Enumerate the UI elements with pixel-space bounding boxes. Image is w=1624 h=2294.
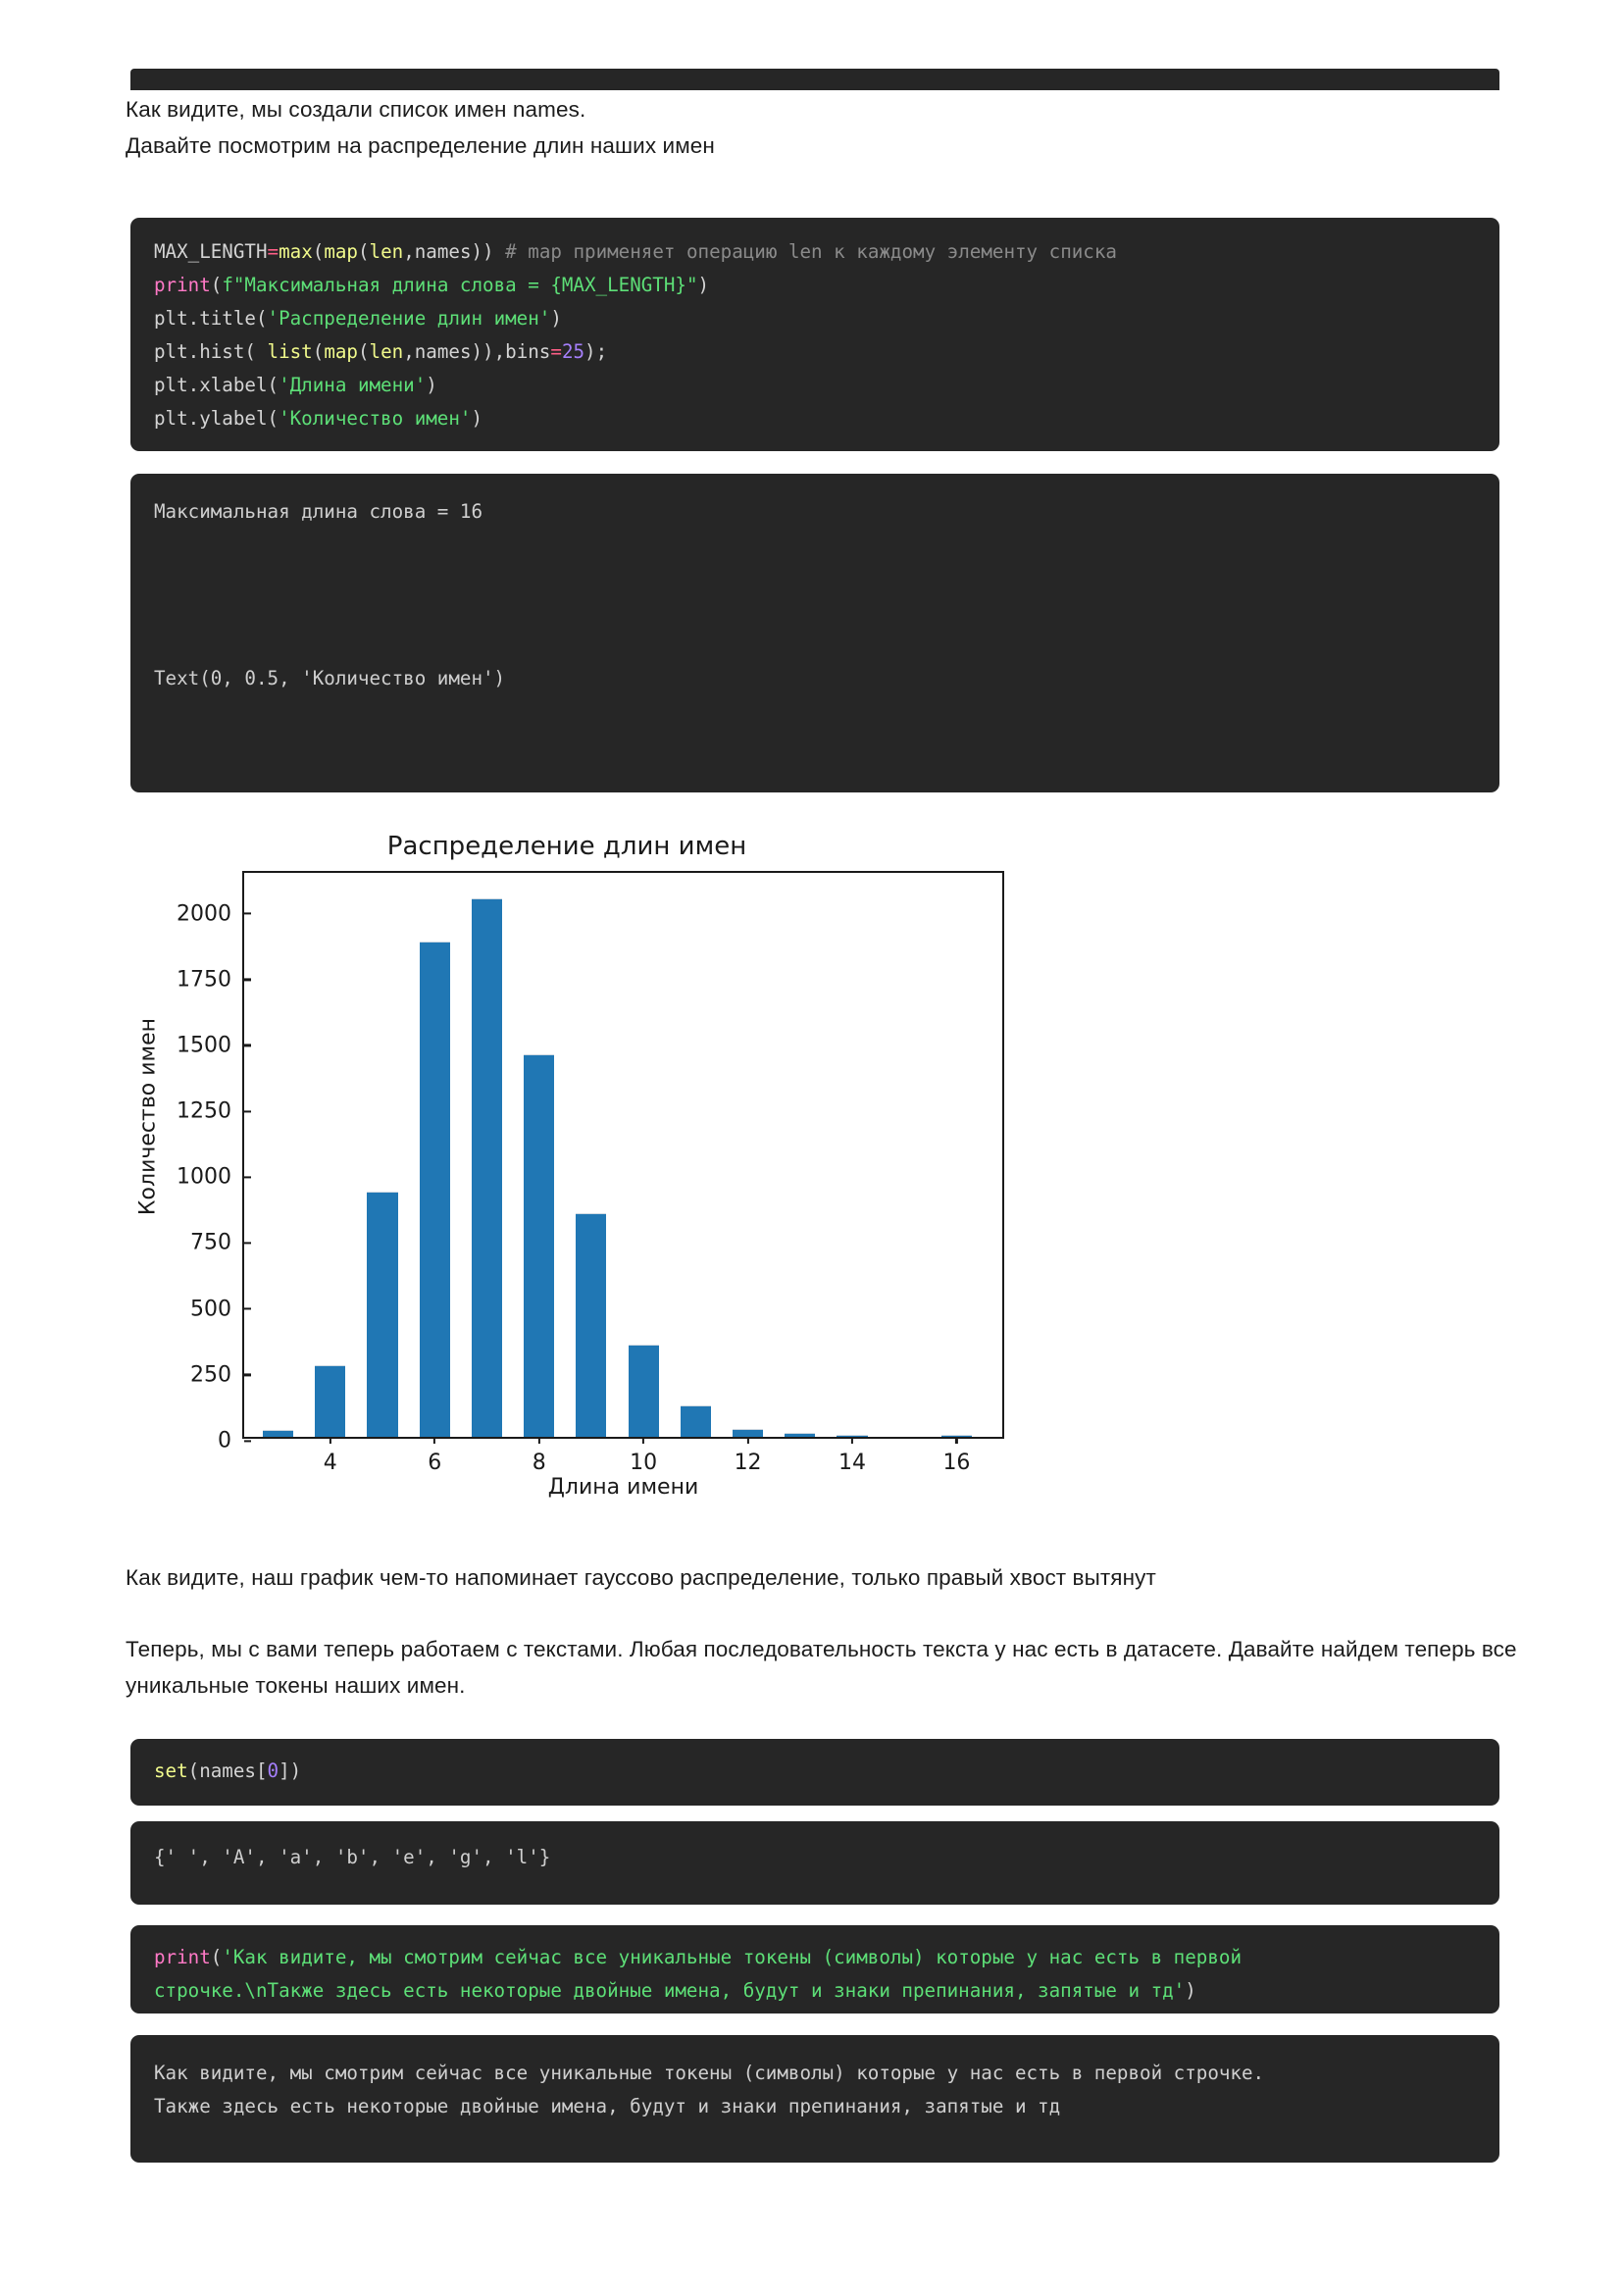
output1-line1: Максимальная длина слова = 16 (154, 500, 483, 523)
code3-kw-print: print (154, 1946, 211, 1968)
code1-args: ,names)) (403, 240, 494, 263)
code1-bins-value: 25 (561, 340, 585, 363)
code1-fn-max: max (279, 240, 313, 263)
chart-xtick-mark (746, 1437, 748, 1444)
code2-mid: (names[ (187, 1759, 268, 1782)
code3-paren: ( (210, 1946, 223, 1968)
chart-title: Распределение длин имен (386, 832, 747, 861)
code1-title-string: 'Распределение длин имен' (267, 307, 551, 330)
code1-ylabel-call: plt.ylabel( (154, 407, 279, 430)
chart-bar (524, 1054, 554, 1437)
chart-ytick (177, 1165, 244, 1190)
chart-ytick-mark (244, 1242, 251, 1244)
code1-hist-close: ); (584, 340, 608, 363)
chart-ytick (177, 967, 244, 992)
chart-axes (177, 871, 1004, 1475)
chart-xtick-mark (955, 1437, 957, 1444)
code-cell-1[interactable] (130, 218, 1499, 451)
chart-ytick-label: 0 (218, 1428, 231, 1453)
code1-var: MAX_LENGTH (154, 240, 268, 263)
chart-ytick (218, 1429, 244, 1453)
chart-ytick-label: 250 (190, 1362, 231, 1388)
chart-xtick-label: 6 (428, 1451, 442, 1475)
chart-ytick-label: 1750 (177, 967, 231, 993)
chart-bar (681, 1405, 711, 1437)
chart-ytick-label: 750 (190, 1230, 231, 1255)
code-cell-2[interactable] (130, 1739, 1499, 1806)
output-cell-3 (130, 2035, 1499, 2163)
code2-index: 0 (267, 1759, 279, 1782)
chart-ytick (177, 901, 244, 926)
output-cell-1 (130, 474, 1499, 792)
chart-ytick-mark (244, 1440, 251, 1442)
code1-eq: = (267, 240, 279, 263)
code3-close: ) (1185, 1979, 1196, 2002)
chart-xtick (428, 1437, 441, 1475)
chart-ytick-label: 1250 (177, 1098, 231, 1124)
code1-hist-fn-map: map (324, 340, 358, 363)
chart-xlabel: Длина имени (547, 1475, 699, 1500)
paragraph-gaussian: Как видите, наш график чем-то напоминает гауссово распределение, только правый хвост вытянут (126, 1565, 1156, 1590)
chart-ytick-label: 1000 (177, 1164, 231, 1190)
chart-xtick-mark (642, 1437, 644, 1444)
chart-bar (576, 1213, 606, 1437)
chart-bar (367, 1192, 397, 1437)
chart-bar (263, 1430, 293, 1437)
chart-ytick-label: 500 (190, 1297, 231, 1322)
chart-ytick (190, 1362, 244, 1387)
code2-close: ]) (279, 1759, 302, 1782)
chart-bar (733, 1429, 763, 1437)
code1-ylabel-close: ) (471, 407, 483, 430)
chart-ylabel: Количество имен (135, 1017, 161, 1216)
chart-ytick-mark (244, 979, 251, 981)
code-cell-3[interactable] (130, 1925, 1499, 2014)
chart-bar (472, 898, 502, 1437)
chart-bar (629, 1345, 659, 1437)
chart-xtick-label: 14 (838, 1451, 866, 1475)
chart-xtick-mark (538, 1437, 540, 1444)
chart-xtick-label: 12 (734, 1451, 762, 1475)
chart-xtick (942, 1437, 970, 1475)
chart-ytick-mark (244, 1308, 251, 1310)
paragraph-tokens: Теперь, мы с вами теперь работаем с текстами. Любая последовательность текста у нас есть в датасете. Давайте найдем теперь все уникальные токены наших имен. (126, 1637, 1517, 1698)
truncated-code-block-top (130, 69, 1499, 90)
chart-xtick (630, 1437, 657, 1475)
code1-hist-p1: ( (312, 340, 325, 363)
output3-line1: Как видите, мы смотрим сейчас все уникальные токены (символы) которые у нас есть в первой строчке. (154, 2062, 1265, 2084)
output3-line2: Также здесь есть некоторые двойные имена, будут и знаки препинания, запятые и тд (154, 2095, 1061, 2117)
code1-fn-len: len (369, 240, 404, 263)
chart-xtick (533, 1437, 546, 1475)
chart-ytick (190, 1297, 244, 1321)
paragraph-intro-line2: Давайте посмотрим на распределение длин наших имен (126, 133, 715, 158)
code3-string-line2: строчке.\nТакже здесь есть некоторые двойные имена, будут и знаки препинания, запятые и тд' (154, 1979, 1186, 2002)
code1-fn-map: map (324, 240, 358, 263)
chart-xtick (324, 1437, 337, 1475)
chart-bar (785, 1433, 815, 1437)
code1-print-string: f"Максимальная длина слова = {MAX_LENGTH}" (222, 274, 698, 296)
code1-title-call: plt.title( (154, 307, 268, 330)
chart-ytick (177, 1033, 244, 1057)
chart-ytick (190, 1231, 244, 1255)
chart-xtick-label: 16 (942, 1451, 971, 1475)
chart-plot-area (244, 873, 1002, 1437)
chart-ytick-mark (244, 1110, 251, 1112)
code2-fn-set: set (154, 1759, 188, 1782)
chart-ytick-label: 2000 (177, 901, 231, 927)
chart-xtick-label: 8 (532, 1451, 546, 1475)
output-cell-2 (130, 1821, 1499, 1905)
code1-hist-eq: = (550, 340, 562, 363)
histogram-figure (126, 822, 1067, 1500)
chart-xtick-label: 4 (323, 1451, 337, 1475)
code1-ylabel-string: 'Количество имен' (279, 407, 472, 430)
code1-xlabel-string: 'Длина имени' (279, 374, 427, 396)
chart-xtick-mark (433, 1437, 435, 1444)
chart-xtick-mark (851, 1437, 853, 1444)
chart-ytick-mark (244, 1176, 251, 1178)
code1-xlabel-close: ) (426, 374, 437, 396)
code3-string-line1: 'Как видите, мы смотрим сейчас все уникальные токены (символы) которые у нас есть в первой (222, 1946, 1242, 1968)
code1-fn-list: list (267, 340, 313, 363)
code1-comment: # map применяет операцию len к каждому элементу списка (493, 240, 1117, 263)
code1-xlabel-call: plt.xlabel( (154, 374, 279, 396)
code1-kw-print: print (154, 274, 211, 296)
code1-hist-mid: ,names)),bins (403, 340, 551, 363)
chart-ytick (177, 1099, 244, 1124)
code1-title-close: ) (550, 307, 562, 330)
paragraph-intro (126, 91, 1518, 164)
chart-ytick-mark (244, 913, 251, 915)
code1-paren-1: ( (312, 240, 325, 263)
code1-hist-p2: ( (357, 340, 370, 363)
chart-xtick-label: 10 (630, 1451, 658, 1475)
code1-hist-fn-len: len (369, 340, 404, 363)
chart-bar (420, 942, 450, 1437)
output1-text-repr: Text(0, 0.5, 'Количество имен') (154, 667, 506, 689)
paragraph-intro-line1: Как видите, мы создали список имен names. (126, 97, 586, 122)
code1-print-close: ) (697, 274, 710, 296)
chart-ytick-mark (244, 1374, 251, 1376)
code1-paren-2: ( (357, 240, 370, 263)
code1-hist-call: plt.hist( (154, 340, 268, 363)
chart-ytick-mark (244, 1045, 251, 1046)
output2-set-literal: {' ', 'A', 'a', 'b', 'e', 'g', 'l'} (154, 1846, 551, 1868)
chart-bar (315, 1365, 345, 1437)
code1-print-paren: ( (210, 274, 223, 296)
chart-xtick-mark (330, 1437, 331, 1444)
chart-xtick (838, 1437, 866, 1475)
chart-ytick-label: 1500 (177, 1033, 231, 1058)
chart-xtick (735, 1437, 762, 1475)
